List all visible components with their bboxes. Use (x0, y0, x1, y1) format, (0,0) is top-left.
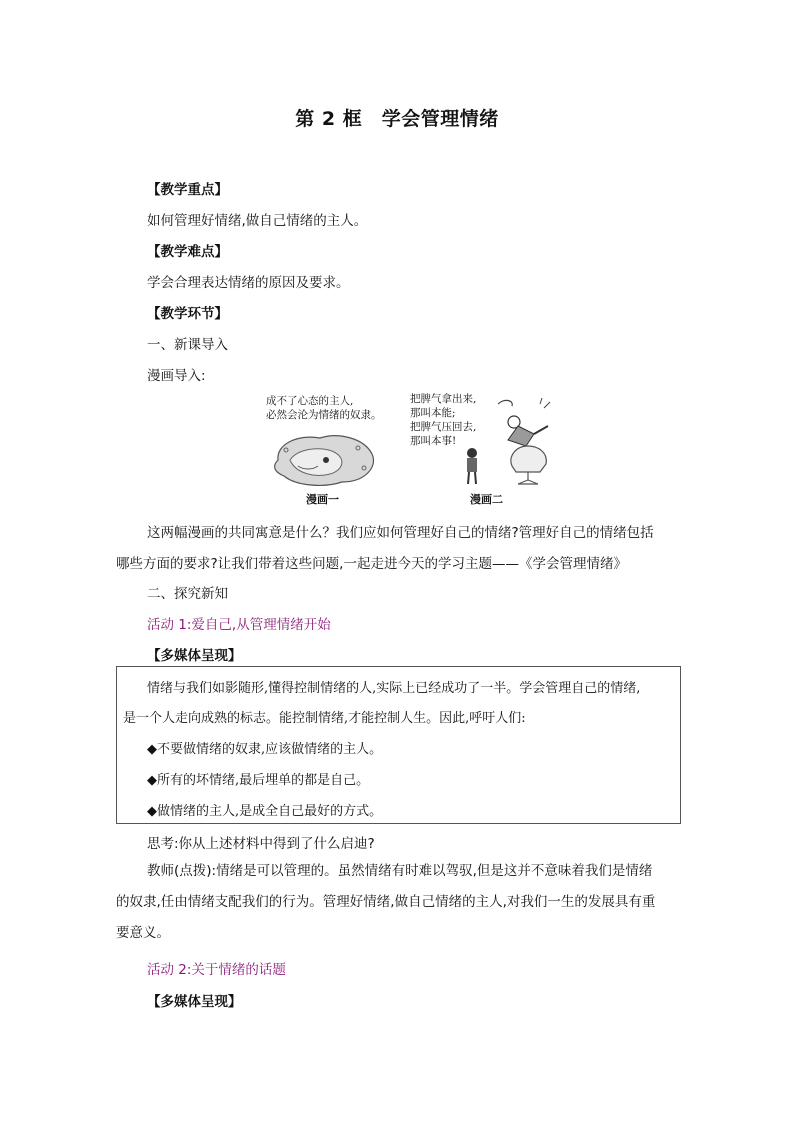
teacher-paragraph (116, 856, 682, 949)
cartoon-one (262, 392, 382, 504)
cartoon-two-caption: 漫画二 (470, 493, 503, 506)
chair-illustration (504, 442, 554, 488)
cartoon-two (406, 390, 556, 504)
cartoon-intro: 漫画导入: (147, 368, 206, 384)
media-material-box (116, 666, 681, 824)
box-bullet-3: ◆做情绪的主人,是成全自己最好的方式。 (147, 804, 383, 819)
intro-line-2: 哪些方面的要求?让我们带着这些问题,一起走进今天的学习主题——《学会管理情绪》 (116, 556, 627, 572)
part1-heading: 一、新课导入 (147, 337, 228, 353)
box-line-2: 是一个人走向成熟的标志。能控制情绪,才能控制人生。因此,呼吁人们: (123, 711, 526, 726)
teacher-line-3: 要意义。 (116, 925, 170, 941)
cartoon-one-speech: 成不了心态的主人, 必然会沦为情绪的奴隶。 (266, 395, 382, 421)
steps-heading: 【教学环节】 (147, 306, 228, 322)
key-points-text: 如何管理好情绪,做自己情绪的主人。 (147, 213, 368, 229)
intro-line-1: 这两幅漫画的共同寓意是什么？我们应如何管理好自己的情绪?管理好自己的情绪包括 (147, 525, 654, 541)
teacher-line-1: 教师(点拨):情绪是可以管理的。虽然情绪有时难以驾驭,但是这并不意味着我们是情绪 (147, 863, 653, 879)
activity2-media-label: 【多媒体呈现】 (147, 994, 242, 1010)
page-title: 第 2 框 学会管理情绪 (295, 108, 499, 130)
pufferfish-illustration (268, 430, 380, 488)
cartoon-two-speech: 把脾气拿出来, 那叫本能; 把脾气压回去, 那叫本事! (410, 393, 477, 447)
activity1-media-label: 【多媒体呈现】 (147, 648, 242, 664)
key-points-heading: 【教学重点】 (147, 182, 228, 198)
activity1-title: 活动 1:爱自己,从管理情绪开始 (147, 617, 331, 633)
intro-paragraph (116, 518, 682, 580)
difficulty-heading: 【教学难点】 (147, 244, 228, 260)
difficulty-text: 学会合理表达情绪的原因及要求。 (147, 275, 350, 291)
box-bullet-2: ◆所有的坏情绪,最后埋单的都是自己。 (147, 773, 370, 788)
box-bullet-1: ◆不要做情绪的奴隶,应该做情绪的主人。 (147, 742, 383, 757)
box-line-1: 情绪与我们如影随形,懂得控制情绪的人,实际上已经成功了一半。学会管理自己的情绪, (147, 681, 641, 696)
activity2-title: 活动 2:关于情绪的话题 (147, 962, 286, 978)
child-illustration (460, 446, 484, 486)
part2-heading: 二、探究新知 (147, 586, 228, 602)
think-question: 思考:你从上述材料中得到了什么启迪? (147, 836, 375, 852)
teacher-line-2: 的奴隶,任由情绪支配我们的行为。管理好情绪,做自己情绪的主人,对我们一生的发展具有重 (116, 894, 656, 910)
cartoon-one-caption: 漫画一 (306, 493, 339, 506)
